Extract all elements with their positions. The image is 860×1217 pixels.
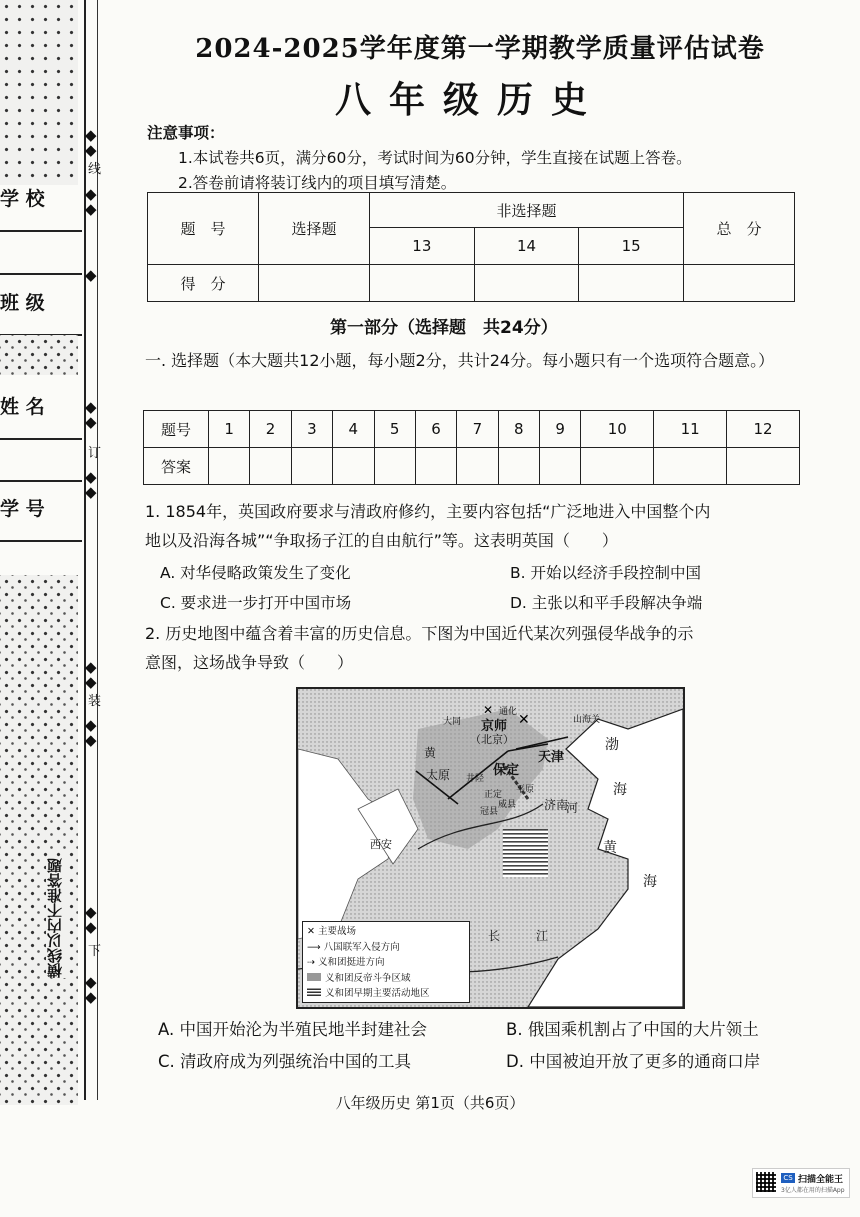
answer-cell-6[interactable] bbox=[415, 448, 456, 485]
city-tongzhou: 通化 bbox=[499, 707, 518, 717]
answer-qnum-8: 8 bbox=[498, 411, 539, 448]
star-pattern-top bbox=[0, 0, 78, 185]
diamond-icon: ◆ ◆ bbox=[85, 468, 97, 501]
binding-strip bbox=[0, 0, 100, 1110]
city-jingshi: 京师 bbox=[481, 719, 508, 734]
id-field[interactable] bbox=[0, 480, 82, 542]
answer-cell-2[interactable] bbox=[250, 448, 291, 485]
part1-heading: 第一部分（选择题 共24分） bbox=[330, 318, 558, 338]
answer-cell-12[interactable] bbox=[727, 448, 800, 485]
score-q14-header: 14 bbox=[474, 228, 579, 265]
answer-qnum-10: 10 bbox=[581, 411, 654, 448]
legend-invasion: ⟶ 八国联军入侵方向 bbox=[307, 941, 400, 953]
legend-boxer-advance: ⇢ 义和团挺进方向 bbox=[307, 957, 385, 968]
q2-stem-line2: 意图，这场战争导致（ ） bbox=[145, 653, 354, 672]
answer-qnum-2: 2 bbox=[250, 411, 291, 448]
class-field[interactable] bbox=[0, 274, 82, 336]
city-beijing: （北京） bbox=[470, 733, 514, 746]
diamond-icon: ◆ ◆ bbox=[85, 716, 97, 749]
battle-icon: ✕ bbox=[307, 926, 318, 937]
answer-cell-4[interactable] bbox=[333, 448, 374, 485]
city-zhengding: 正定 bbox=[484, 790, 503, 800]
city-pingyuan: 平原 bbox=[516, 785, 535, 795]
no-answer-warning: 横线以内不准答题 bbox=[46, 858, 68, 978]
answer-cell-1[interactable] bbox=[209, 448, 250, 485]
mark-ding: 订 bbox=[88, 446, 102, 461]
mark-xian: 线 bbox=[88, 162, 102, 177]
q2-option-c[interactable]: C. 清政府成为列强统治中国的工具 bbox=[158, 1052, 412, 1071]
blank-row bbox=[0, 430, 82, 482]
score-cell-13[interactable] bbox=[370, 265, 475, 302]
diamond-icon: ◆ ◆ bbox=[85, 185, 97, 218]
history-map bbox=[296, 687, 685, 1009]
score-q15-header: 15 bbox=[579, 228, 684, 265]
scanner-name: 扫描全能王 bbox=[798, 1175, 844, 1185]
legend-battle: ✕ 主要战场 bbox=[307, 926, 356, 937]
label-river-he: 河 bbox=[566, 801, 579, 815]
exam-title: 2024-2025学年度第一学期教学质量评估试卷 bbox=[195, 34, 765, 64]
label-huanghai-2: 海 bbox=[643, 874, 657, 890]
answer-qnum-9: 9 bbox=[540, 411, 581, 448]
label-huanghai-1: 黄 bbox=[603, 840, 617, 856]
answer-table bbox=[143, 410, 800, 485]
battle-icon: ✕ bbox=[518, 712, 530, 728]
label-changjiang-1: 长 bbox=[488, 929, 501, 943]
score-qnum-header: 题 号 bbox=[148, 193, 259, 265]
scanner-tagline: 3亿人都在用的扫描App bbox=[781, 1187, 845, 1194]
label-changjiang-2: 江 bbox=[536, 929, 549, 943]
city-jingxing: 井陉 bbox=[466, 774, 485, 784]
scanner-watermark bbox=[752, 1168, 850, 1198]
q2-stem-line1: 2. 历史地图中蕴含着丰富的历史信息。下图为中国近代某次列强侵华战争的示 bbox=[145, 624, 694, 643]
legend-boxer-early: 义和团早期主要活动地区 bbox=[307, 986, 469, 1002]
q1-option-b[interactable]: B. 开始以经济手段控制中国 bbox=[510, 564, 701, 582]
diamond-icon: ◆ ◆ bbox=[85, 903, 97, 936]
score-cell-total[interactable] bbox=[684, 265, 795, 302]
part1-instruction: 一. 选择题（本大题共12小题，每小题2分，共计24分。每小题只有一个选项符合题意。） bbox=[145, 351, 775, 370]
answer-cell-8[interactable] bbox=[498, 448, 539, 485]
label-bohai-1: 渤 bbox=[605, 737, 619, 753]
answer-qnum-4: 4 bbox=[333, 411, 374, 448]
score-cell-15[interactable] bbox=[579, 265, 684, 302]
diamond-icon: ◆ bbox=[85, 266, 97, 284]
diamond-icon: ◆ ◆ bbox=[85, 398, 97, 431]
qr-code-icon bbox=[756, 1172, 776, 1192]
answer-cell-9[interactable] bbox=[540, 448, 581, 485]
page-footer: 八年级历史 第1页（共6页） bbox=[335, 1094, 525, 1112]
city-guanxian: 冠县 bbox=[480, 807, 499, 817]
q1-option-a[interactable]: A. 对华侵略政策发生了变化 bbox=[160, 564, 351, 582]
city-weixian: 威县 bbox=[498, 800, 517, 810]
blank-row bbox=[0, 215, 82, 275]
city-shanhaiguan: 山海关 bbox=[573, 715, 601, 725]
cs-logo-icon: CS bbox=[781, 1173, 795, 1183]
diamond-icon: ◆ ◆ bbox=[85, 126, 97, 159]
gray-swatch-icon bbox=[307, 973, 321, 981]
striped-swatch-icon bbox=[307, 988, 321, 996]
answer-qnum-3: 3 bbox=[291, 411, 332, 448]
city-baoding: 保定 bbox=[493, 763, 520, 778]
answer-qnum-label: 题号 bbox=[144, 411, 209, 448]
city-datong: 大同 bbox=[443, 717, 462, 727]
subject-title: 八年级历史 bbox=[334, 79, 605, 121]
boxer-early-area bbox=[503, 829, 548, 877]
school-label: 学 校 bbox=[0, 188, 45, 210]
score-q13-header: 13 bbox=[370, 228, 475, 265]
name-label: 姓 名 bbox=[0, 396, 45, 418]
city-jinan: 济南 bbox=[544, 798, 569, 812]
q1-option-d[interactable]: D. 主张以和平手段解决争端 bbox=[510, 594, 703, 612]
note-item-2: 2.答卷前请将装订线内的项目填写清楚。 bbox=[178, 174, 457, 192]
answer-qnum-1: 1 bbox=[209, 411, 250, 448]
note-item-1: 1.本试卷共6页，满分60分，考试时间为60分钟，学生直接在试题上答卷。 bbox=[178, 149, 692, 167]
city-tianjin: 天津 bbox=[538, 750, 565, 765]
answer-cell-5[interactable] bbox=[374, 448, 415, 485]
answer-cell-11[interactable] bbox=[654, 448, 727, 485]
mark-xia: 下 bbox=[88, 944, 102, 959]
answer-qnum-7: 7 bbox=[457, 411, 498, 448]
answer-cell-7[interactable] bbox=[457, 448, 498, 485]
q1-stem-line1: 1. 1854年，英国政府要求与清政府修约，主要内容包括“广泛地进入中国整个内 bbox=[145, 502, 711, 521]
score-total-header: 总 分 bbox=[684, 193, 795, 265]
mark-zhuang: 装 bbox=[88, 694, 102, 709]
answer-qnum-11: 11 bbox=[654, 411, 727, 448]
q1-stem-line2: 地以及沿海各城”“争取扬子江的自由航行”等。这表明英国（ ） bbox=[145, 531, 618, 550]
answer-cell-10[interactable] bbox=[581, 448, 654, 485]
score-row-label: 得 分 bbox=[148, 265, 259, 302]
diamond-icon: ◆ ◆ bbox=[85, 658, 97, 691]
label-bohai-2: 海 bbox=[613, 782, 627, 798]
map-legend bbox=[302, 921, 470, 1003]
city-taiyuan: 太原 bbox=[426, 768, 451, 782]
class-label: 班 级 bbox=[0, 292, 45, 314]
star-pattern-bottom bbox=[0, 575, 78, 1105]
score-table bbox=[147, 192, 795, 302]
score-nonchoice-header: 非选择题 bbox=[370, 193, 684, 228]
q2-option-d[interactable]: D. 中国被迫开放了更多的通商口岸 bbox=[506, 1052, 761, 1071]
q1-option-c[interactable]: C. 要求进一步打开中国市场 bbox=[160, 594, 352, 612]
score-cell-choice[interactable] bbox=[259, 265, 370, 302]
id-label: 学 号 bbox=[0, 498, 45, 520]
notes-title: 注意事项： bbox=[147, 124, 225, 142]
q2-option-b[interactable]: B. 俄国乘机割占了中国的大片领土 bbox=[506, 1020, 759, 1039]
city-xian: 西安 bbox=[370, 838, 392, 851]
answer-cell-3[interactable] bbox=[291, 448, 332, 485]
diamond-icon: ◆ ◆ bbox=[85, 973, 97, 1006]
answer-qnum-12: 12 bbox=[727, 411, 800, 448]
star-pattern-mid1 bbox=[0, 335, 78, 375]
score-cell-14[interactable] bbox=[474, 265, 579, 302]
score-choice-header: 选择题 bbox=[259, 193, 370, 265]
q2-option-a[interactable]: A. 中国开始沦为半殖民地半封建社会 bbox=[158, 1020, 427, 1039]
answer-qnum-6: 6 bbox=[415, 411, 456, 448]
label-yellow-river: 黄 bbox=[424, 746, 437, 760]
answer-qnum-5: 5 bbox=[374, 411, 415, 448]
dashed-arrow-icon: ⇢ bbox=[307, 957, 318, 968]
battle-icon: ✕ bbox=[483, 703, 494, 717]
arrow-right-icon: ⟶ bbox=[307, 941, 324, 953]
legend-boxer-area: 义和团反帝斗争区域 bbox=[307, 971, 469, 987]
answer-row-label: 答案 bbox=[144, 448, 209, 485]
